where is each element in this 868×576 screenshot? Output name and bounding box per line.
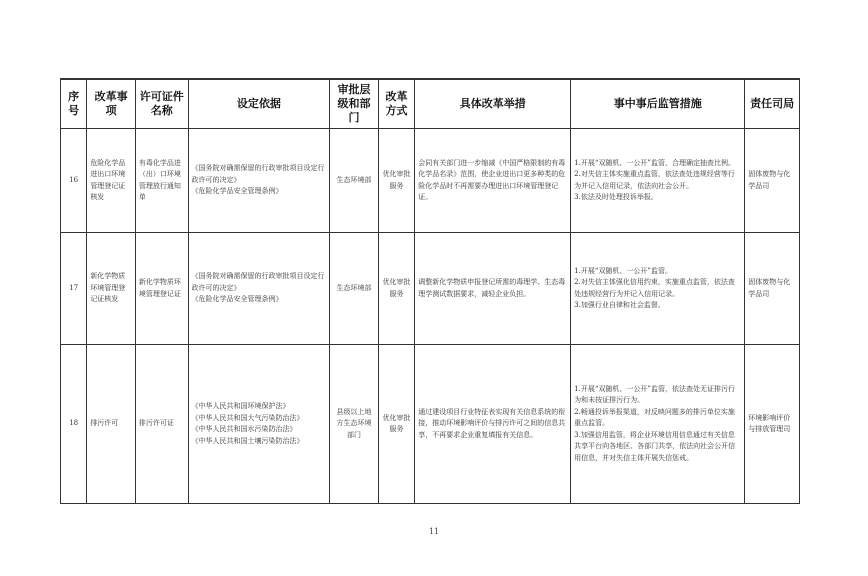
- cell-item: 新化学物质环境管理登记证核发: [87, 233, 136, 345]
- cell-license: 新化学物质环境管理登记证: [135, 233, 188, 345]
- basis-line: 《中华人民共和国土壤污染防治法》: [191, 436, 304, 445]
- cell-seq: 18: [61, 345, 87, 504]
- header-level: 审批层级和部门: [330, 79, 379, 129]
- supervision-line: 3.加强行业自律和社会监督。: [574, 301, 665, 309]
- supervision-line: 1.开展“双随机、一公开”监管。: [574, 266, 672, 275]
- cell-basis: [188, 233, 330, 345]
- cell-basis: [188, 345, 330, 504]
- cell-measures: 调整新化学物质申报登记所需的毒理学、生态毒理学测试数据要求，减轻企业负担。: [415, 233, 571, 345]
- basis-line: 《危险化学品安全管理条例》: [191, 295, 283, 304]
- cell-seq: 17: [61, 233, 87, 345]
- cell-supervision: [571, 129, 745, 233]
- page-number: 11: [428, 527, 440, 536]
- basis-line: 《中华人民共和国水污染防治法》: [191, 425, 297, 433]
- cell-item: 排污许可: [87, 345, 136, 504]
- supervision-line: 2.对失信主体实施重点监管，依法查处违规经营等行为并记入信用记录，依法向社会公开。: [574, 170, 735, 190]
- cell-level: 生态环境部: [330, 233, 379, 345]
- basis-line: 《国务院对确需保留的行政审批项目设定行政许可的决定》: [191, 272, 325, 292]
- cell-dept: 固体废物与化学品司: [745, 129, 800, 233]
- header-seq: 序号: [61, 79, 87, 129]
- cell-supervision: [571, 345, 745, 504]
- supervision-line: 1.开展“双随机、一公开”监管，依法查处无证排污行为和未按证排污行为。: [574, 384, 735, 405]
- header-dept: 责任司局: [745, 79, 800, 129]
- table-row: [61, 345, 800, 504]
- supervision-line: 2.畅通投诉举报渠道，对反映问题多的排污单位实施重点监管。: [574, 407, 735, 428]
- cell-dept: 环境影响评价与排放管理司: [745, 345, 800, 504]
- basis-line: 《危险化学品安全管理条例》: [191, 187, 283, 196]
- cell-level: 生态环境部: [330, 129, 379, 233]
- table-row: [61, 129, 800, 233]
- reform-table: [60, 78, 800, 504]
- header-item: 改革事项: [87, 79, 136, 129]
- table-header-row: [61, 79, 800, 129]
- cell-license: 排污许可证: [135, 345, 188, 504]
- cell-dept: 固体废物与化学品司: [745, 233, 800, 345]
- cell-mode: 优化审批服务: [378, 129, 414, 233]
- header-supervision: 事中事后监管措施: [571, 79, 745, 129]
- cell-seq: 16: [61, 129, 87, 233]
- supervision-line: 3.加强信用监管，将企业环境信用信息通过有关信息共享平台向各地区、各部门共享，依法向社会公开信用信息，并对失信主体开展失信惩戒。: [574, 430, 736, 462]
- cell-basis: [188, 129, 330, 233]
- header-measures: 具体改革举措: [415, 79, 571, 129]
- cell-mode: 优化审批服务: [378, 345, 414, 504]
- supervision-line: 2.对失信主体强化信用约束，实施重点监管，依法查处违规经营行为并记入信用记录。: [574, 278, 735, 298]
- supervision-line: 3.依法及时处理投诉举报。: [574, 193, 658, 201]
- basis-line: 《国务院对确需保留的行政审批项目设定行政许可的决定》: [191, 164, 325, 184]
- basis-line: 《中华人民共和国大气污染防治法》: [191, 413, 304, 422]
- header-basis: 设定依据: [188, 79, 330, 129]
- table-row: [61, 233, 800, 345]
- cell-mode: 优化审批服务: [378, 233, 414, 345]
- header-mode: 改革方式: [378, 79, 414, 129]
- cell-item: 危险化学品进出口环境管理登记证核发: [87, 129, 136, 233]
- cell-level: 县级以上地方生态环境部门: [330, 345, 379, 504]
- cell-measures: 会同有关部门进一步缩减《中国严格限制的有毒化学品名录》范围，使企业进出口更多种类的危险化学品时不再需要办理进出口环境管理登记证。: [415, 129, 571, 233]
- header-license: 许可证件名称: [135, 79, 188, 129]
- basis-line: 《中华人民共和国环境保护法》: [191, 402, 290, 410]
- supervision-line: 1.开展“双随机、一公开”监管，合理确定抽查比例。: [574, 158, 735, 167]
- cell-measures: 通过建设项目行业特征表实现有关信息系统的衔接，推动环境影响评价与排污许可之间的信息共享，不再要求企业重复填报有关信息。: [415, 345, 571, 504]
- cell-supervision: [571, 233, 745, 345]
- cell-license: 有毒化学品进（出）口环境管理放行通知单: [135, 129, 188, 233]
